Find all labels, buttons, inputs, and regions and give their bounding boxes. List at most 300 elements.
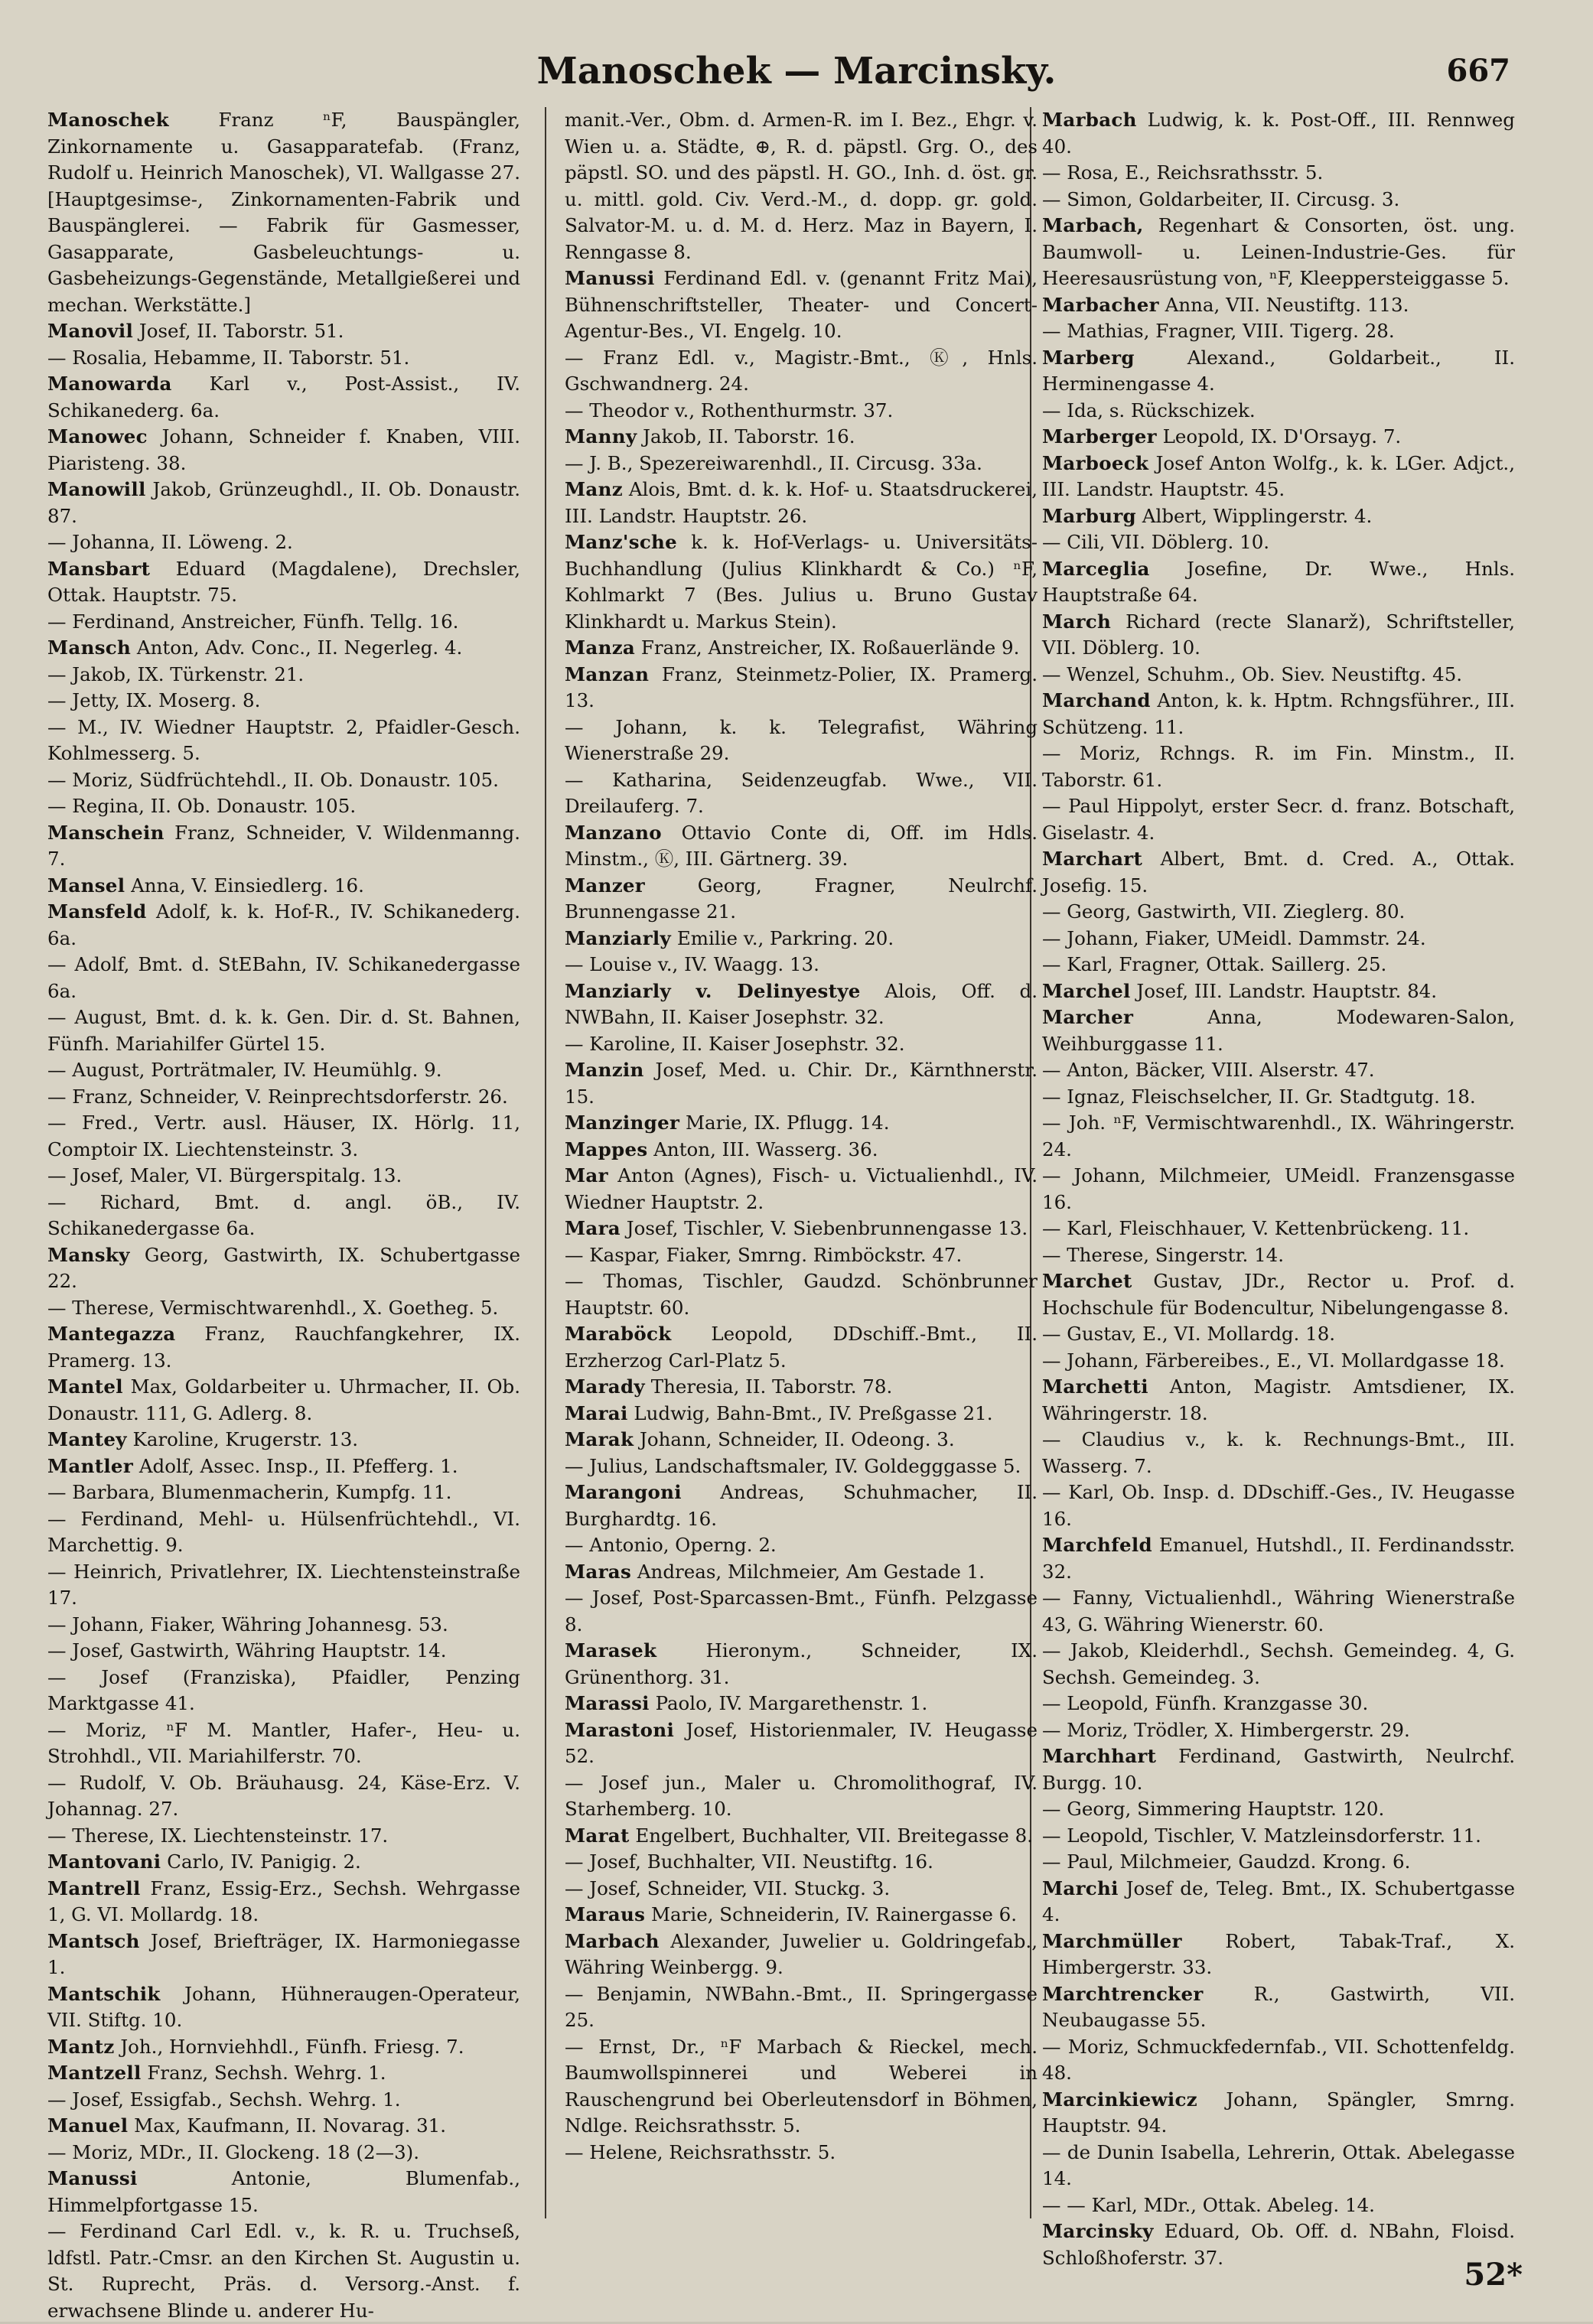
directory-entry	[1042, 213, 1515, 292]
entry-details: Josef, II. Taborstr. 51.	[133, 320, 344, 342]
directory-entry	[1042, 1216, 1515, 1242]
entry-details: Andreas, Milchmeier, Am Gestade 1.	[631, 1560, 985, 1583]
directory-entry	[1042, 107, 1515, 160]
entry-details: Regenhart & Consorten, öst. ung. Baumwoll- u. Leinen-Industrie-Ges. für Heeresausrüstung von, ⁿF, Kleeppersteiggasse 5.	[1042, 214, 1515, 289]
entry-surname: Marchmüller	[1042, 1929, 1182, 1952]
entry-details: Leopold, DDschiff.-Bmt., II. Erzherzog Carl-Platz 5.	[565, 1323, 1038, 1372]
column-1	[47, 107, 520, 2322]
entry-surname: Marbach	[565, 1929, 660, 1952]
entry-surname: Mantey	[47, 1428, 127, 1450]
entry-details: Franz, Rauchfangkehrer, IX. Pramerg. 13.	[47, 1323, 520, 1372]
directory-entry	[47, 688, 520, 714]
entry-details: Josef, Tischler, V. Siebenbrunnengasse 13.	[620, 1217, 1028, 1239]
directory-entry	[565, 1163, 1038, 1216]
directory-entry	[47, 635, 520, 662]
directory-entry	[565, 635, 1038, 662]
entry-details: — Johann, k. k. Telegrafist, Währing Wienerstraße 29.	[565, 715, 1038, 764]
entry-details: — Wenzel, Schuhm., Ob. Siev. Neustiftg. 45.	[1042, 662, 1463, 685]
entry-details: Georg, Gastwirth, IX. Schubertgasse 22.	[47, 1243, 520, 1292]
entry-details: k. k. Hof-Verlags- u. Universitäts-Buchhandlung (Julius Klinkhardt & Co.) ⁿF, Kohlmarkt 7 (Bes. Julius u. Bruno Gustav Klinkhardt u. Markus Stein).	[565, 531, 1038, 633]
entry-details: — Rosa, E., Reichsrathsstr. 5.	[1042, 161, 1324, 184]
entry-surname: Marbach,	[1042, 214, 1144, 236]
entry-details: Ferdinand, Gastwirth, Neulrchf. Burgg. 10.	[1042, 1745, 1515, 1794]
entry-details: — J. B., Spezereiwarenhdl., II. Circusg. 33a.	[565, 451, 982, 474]
directory-entry	[1042, 2087, 1515, 2140]
directory-entry	[1042, 292, 1515, 319]
entry-details: Johann, Hühneraugen-Operateur, VII. Stiftg. 10.	[47, 1982, 520, 2031]
entry-details: Anna, VII. Neustiftg. 113.	[1158, 293, 1409, 316]
page-header	[0, 44, 1593, 98]
page-number: 667	[1446, 53, 1510, 89]
directory-entry	[47, 820, 520, 873]
entry-details: — Ferdinand Carl Edl. v., k. R. u. Truchseß, ldfstl. Patr.-Cmsr. an den Kirchen St. Augustin u. St. Ruprecht, Präs. d. Versorg.-Anst. f. erwachsene Blinde u. anderer Hu-	[47, 2220, 520, 2322]
directory-entry	[1042, 529, 1515, 556]
directory-entry	[1042, 1691, 1515, 1717]
directory-entry	[47, 1295, 520, 1322]
directory-entry	[1042, 2218, 1515, 2271]
entry-surname: Manziarly v. Delinyestye	[565, 979, 861, 1002]
directory-entry	[565, 1902, 1038, 1929]
entry-details: — Therese, Singerstr. 14.	[1042, 1243, 1285, 1266]
entry-details: — Joh. ⁿF, Vermischtwarenhdl., IX. Währingerstr. 24.	[1042, 1112, 1515, 1160]
entry-details: — Josef, Buchhalter, VII. Neustiftg. 16.	[565, 1850, 933, 1873]
entry-details: Carlo, IV. Panigig. 2.	[161, 1850, 361, 1873]
directory-entry	[565, 1137, 1038, 1164]
entry-details: — August, Porträtmaler, IV. Heumühlg. 9.	[47, 1059, 442, 1081]
directory-entry	[47, 714, 520, 767]
directory-entry	[565, 1479, 1038, 1532]
entry-surname: Marassi	[565, 1692, 650, 1714]
entry-surname: Marai	[565, 1401, 628, 1424]
directory-entry	[1042, 1849, 1515, 1876]
entry-surname: Marcher	[1042, 1006, 1134, 1028]
entry-details: — Karoline, II. Kaiser Josephstr. 32.	[565, 1032, 905, 1055]
entry-details: Anton (Agnes), Fisch- u. Victualienhdl., IV. Wiedner Hauptstr. 2.	[565, 1164, 1038, 1213]
entry-surname: Marangoni	[565, 1481, 682, 1503]
directory-entry	[47, 1506, 520, 1559]
directory-entry	[47, 107, 520, 318]
entry-surname: Marchfeld	[1042, 1534, 1152, 1556]
entry-details: — Georg, Simmering Hauptstr. 120.	[1042, 1798, 1385, 1820]
entry-details: — de Dunin Isabella, Lehrerin, Ottak. Abelegasse 14.	[1042, 2140, 1515, 2189]
entry-details: Franz, Essig-Erz., Sechsh. Wehrgasse 1, G. VI. Mollardg. 18.	[47, 1876, 520, 1925]
entry-surname: Marboeck	[1042, 451, 1149, 474]
entry-details: Joh., Hornviehhdl., Fünfh. Friesg. 7.	[114, 2035, 464, 2058]
directory-entry	[565, 820, 1038, 873]
entry-details: Richard (recte Slanarž), Schriftsteller, VII. Döblerg. 10.	[1042, 610, 1515, 659]
directory-entry	[47, 2034, 520, 2061]
directory-entry	[1042, 556, 1515, 609]
entry-details: Ferdinand Edl. v. (genannt Fritz Mai), Bühnenschriftsteller, Theater- und Concert-Agentur-Bes., VI. Engelg. 10.	[565, 267, 1038, 342]
directory-entry	[47, 873, 520, 900]
directory-entry	[565, 1638, 1038, 1691]
entry-details: — Theodor v., Rothenthurmstr. 37.	[565, 399, 894, 422]
entry-details: — Johann, Milchmeier, UMeidl. Franzensgasse 16.	[1042, 1164, 1515, 1213]
entry-surname: Manziarly	[565, 926, 672, 949]
entry-surname: Marasek	[565, 1639, 657, 1662]
entry-surname: Marcinsky	[1042, 2220, 1154, 2242]
entry-details: Johann, Schneider f. Knaben, VIII. Piaristeng. 38.	[47, 425, 520, 474]
entry-surname: Marchand	[1042, 689, 1151, 711]
directory-entry	[1042, 1242, 1515, 1269]
entry-details: — Moriz, Schmuckfedernfab., VII. Schottenfeldg. 48.	[1042, 2035, 1515, 2084]
directory-entry	[47, 2087, 520, 2114]
entry-surname: Mara	[565, 1217, 621, 1239]
directory-entry	[1042, 451, 1515, 503]
directory-entry	[565, 1216, 1038, 1242]
directory-entry	[565, 1770, 1038, 1823]
entry-details: — Karl, Ob. Insp. d. DDschiff.-Ges., IV. Heugasse 16.	[1042, 1481, 1515, 1530]
directory-entry	[47, 1427, 520, 1453]
entry-surname: Manussi	[47, 2167, 138, 2189]
entry-details: Josef de, Teleg. Bmt., IX. Schubertgasse 4.	[1042, 1876, 1515, 1925]
entry-surname: Mappes	[565, 1138, 648, 1160]
entry-details: Karl v., Post-Assist., IV. Schikanederg. 6a.	[47, 373, 520, 422]
entry-surname: Marchetti	[1042, 1375, 1148, 1398]
directory-entry	[1042, 2192, 1515, 2219]
entry-surname: Mansbart	[47, 557, 151, 580]
entry-details: — Helene, Reichsrathsstr. 5.	[565, 2140, 836, 2163]
entry-surname: March	[1042, 610, 1112, 633]
entry-surname: Maraus	[565, 1903, 646, 1925]
directory-entry	[565, 265, 1038, 345]
entry-surname: Mantschik	[47, 1982, 161, 2005]
directory-entry	[565, 1691, 1038, 1717]
entry-details: Max, Kaufmann, II. Novarag. 31.	[128, 2114, 447, 2137]
directory-entry	[1042, 503, 1515, 530]
entry-surname: Mantler	[47, 1454, 134, 1477]
column-3	[1042, 107, 1515, 2269]
signature-mark: 52*	[1464, 2257, 1523, 2293]
entry-details: Franz, Sechsh. Wehrg. 1.	[141, 2062, 386, 2084]
entry-surname: Manz'sche	[565, 531, 678, 553]
directory-entry	[1042, 318, 1515, 345]
entry-surname: Maras	[565, 1560, 632, 1583]
entry-surname: Mansel	[47, 874, 125, 897]
directory-entry	[1042, 952, 1515, 978]
entry-details: — Regina, II. Ob. Donaustr. 105.	[47, 795, 357, 817]
entry-details: Albert, Wipplingerstr. 4.	[1136, 504, 1373, 527]
directory-entry	[1042, 1348, 1515, 1375]
directory-entry	[565, 1268, 1038, 1321]
directory-entry	[47, 1321, 520, 1374]
directory-entry	[47, 1823, 520, 1850]
entry-details: Leopold, IX. D'Orsayg. 7.	[1156, 425, 1402, 448]
entry-details: Antonie, Blumenfab., Himmelpfortgasse 15.	[47, 2167, 520, 2216]
entry-details: — Jakob, IX. Türkenstr. 21.	[47, 662, 305, 685]
entry-details: — Katharina, Seidenzeugfab. Wwe., VII. Dreilauferg. 7.	[565, 768, 1038, 817]
entry-details: Josef, Med. u. Chir. Dr., Kärnthnerstr. 15.	[565, 1059, 1038, 1108]
directory-entry	[47, 899, 520, 952]
directory-entry	[47, 1374, 520, 1427]
directory-entry	[47, 1110, 520, 1163]
directory-entry	[1042, 1427, 1515, 1479]
entry-details: — Julius, Landschaftsmaler, IV. Goldegggasse 5.	[565, 1454, 1021, 1477]
directory-entry	[1042, 398, 1515, 425]
entry-surname: Marchart	[1042, 848, 1143, 870]
entry-details: — Karl, Fragner, Ottak. Saillerg. 25.	[1042, 953, 1387, 975]
entry-surname: Marat	[565, 1824, 630, 1847]
entry-details: — Leopold, Tischler, V. Matzleinsdorferstr. 11.	[1042, 1824, 1481, 1847]
entry-details: Anton, Magistr. Amtsdiener, IX. Währingerstr. 18.	[1042, 1375, 1515, 1424]
directory-entry	[47, 1981, 520, 2034]
entry-details: — Heinrich, Privatlehrer, IX. Liechtensteinstraße 17.	[47, 1560, 520, 1609]
entry-surname: Marbach	[1042, 109, 1137, 131]
directory-entry	[565, 1532, 1038, 1559]
entry-details: — Benjamin, NWBahn.-Bmt., II. Springergasse 25.	[565, 1982, 1038, 2031]
entry-details: — Johann, Fiaker, Währing Johannesg. 53.	[47, 1613, 448, 1636]
directory-entry	[47, 424, 520, 477]
entry-details: — Franz, Schneider, V. Reinprechtsdorferstr. 26.	[47, 1085, 508, 1108]
directory-entry	[1042, 846, 1515, 899]
directory-entry	[1042, 1084, 1515, 1111]
entry-details: — — Karl, MDr., Ottak. Abeleg. 14.	[1042, 2193, 1375, 2216]
directory-entry	[47, 529, 520, 556]
directory-entry	[47, 1242, 520, 1295]
entry-details: — Johann, Färbereibes., E., VI. Mollardgasse 18.	[1042, 1349, 1505, 1372]
entry-surname: Manschein	[47, 821, 165, 844]
entry-details: Max, Goldarbeiter u. Uhrmacher, II. Ob. Donaustr. 111, G. Adlerg. 8.	[47, 1375, 520, 1424]
directory-entry	[47, 1929, 520, 1981]
column-rule	[545, 107, 546, 2218]
entry-surname: Manzinger	[565, 1112, 680, 1134]
directory-entry	[47, 1453, 520, 1480]
entry-details: — Fanny, Victualienhdl., Währing Wienerstraße 43, G. Währing Wienerstr. 60.	[1042, 1587, 1515, 1636]
directory-entry	[47, 1084, 520, 1111]
entry-details: Engelbert, Buchhalter, VII. Breitegasse 8.	[629, 1824, 1033, 1847]
entry-details: — Moriz, MDr., II. Glockeng. 18 (2—3).	[47, 2140, 420, 2163]
entry-details: — Ferdinand, Anstreicher, Fünfh. Tellg. 16.	[47, 610, 459, 633]
entry-details: — Josef jun., Maler u. Chromolithograf, IV. Starhemberg. 10.	[565, 1771, 1038, 1820]
entry-surname: Marchi	[1042, 1876, 1119, 1899]
entry-details: Alois, Bmt. d. k. k. Hof- u. Staatsdruckerei, III. Landstr. Hauptstr. 26.	[565, 478, 1038, 527]
directory-entry	[47, 2140, 520, 2166]
directory-entry	[1042, 160, 1515, 187]
directory-entry	[1042, 187, 1515, 213]
entry-details: Ludwig, Bahn-Bmt., IV. Preßgasse 21.	[627, 1401, 993, 1424]
entry-details: — Josef (Franziska), Pfaidler, Penzing Marktgasse 41.	[47, 1665, 520, 1714]
directory-entry	[1042, 1268, 1515, 1321]
entry-surname: Mantsch	[47, 1929, 140, 1952]
directory-entry	[47, 345, 520, 372]
directory-entry	[1042, 662, 1515, 688]
directory-entry	[565, 1585, 1038, 1638]
entry-details: Georg, Fragner, Neulrchf. Brunnengasse 21.	[565, 874, 1038, 923]
entry-details: — Josef, Post-Sparcassen-Bmt., Fünfh. Pelzgasse 8.	[565, 1587, 1038, 1636]
directory-entry	[47, 1004, 520, 1057]
directory-entry	[565, 451, 1038, 477]
directory-entry	[565, 1717, 1038, 1770]
directory-entry	[47, 793, 520, 820]
directory-entry	[565, 1427, 1038, 1453]
entry-surname: Manny	[565, 425, 637, 448]
directory-entry	[1042, 1110, 1515, 1163]
entry-details: Ottavio Conte di, Off. im Hdls. Minstm., Ⓚ, III. Gärtnerg. 39.	[565, 821, 1038, 870]
entry-surname: Manussi	[565, 267, 655, 289]
entry-details: Adolf, Assec. Insp., II. Pfefferg. 1.	[133, 1454, 458, 1477]
directory-entry	[47, 1638, 520, 1665]
entry-details: — M., IV. Wiedner Hauptstr. 2, Pfaidler-Gesch. Kohlmesserg. 5.	[47, 715, 520, 764]
entry-surname: Manzan	[565, 662, 650, 685]
entry-details: — Johanna, II. Löweng. 2.	[47, 531, 293, 553]
directory-entry	[1042, 1743, 1515, 1796]
directory-entry	[1042, 1876, 1515, 1929]
entry-details: — Mathias, Fragner, VIII. Tigerg. 28.	[1042, 320, 1395, 342]
entry-surname: Manzer	[565, 874, 646, 897]
entry-details: — Josef, Essigfab., Sechsh. Wehrg. 1.	[47, 2088, 401, 2111]
entry-surname: Mantz	[47, 2035, 115, 2058]
directory-entry	[1042, 978, 1515, 1005]
directory-entry	[1042, 1163, 1515, 1216]
entry-details: — August, Bmt. d. k. k. Gen. Dir. d. St. Bahnen, Fünfh. Mariahilfer Gürtel 15.	[47, 1006, 520, 1055]
directory-entry	[47, 318, 520, 345]
directory-entry	[47, 1057, 520, 1084]
running-head: Manoschek — Marcinsky.	[536, 50, 1057, 93]
entry-details: — Paul Hippolyt, erster Secr. d. franz. Botschaft, Giselastr. 4.	[1042, 795, 1515, 844]
directory-entry	[1042, 1585, 1515, 1638]
entry-surname: Manuel	[47, 2114, 129, 2137]
entry-details: — Ida, s. Rückschizek.	[1042, 399, 1256, 422]
directory-entry	[565, 978, 1038, 1031]
entry-details: — Franz Edl. v., Magistr.-Bmt., Ⓚ, Hnls. Gschwandnerg. 24.	[565, 346, 1038, 395]
entry-surname: Marak	[565, 1428, 634, 1450]
directory-entry	[1042, 1057, 1515, 1084]
entry-details: — Barbara, Blumenmacherin, Kumpfg. 11.	[47, 1481, 452, 1503]
entry-details: Franz, Steinmetz-Polier, IX. Pramerg. 13.	[565, 662, 1038, 711]
directory-entry	[47, 1612, 520, 1639]
directory-entry	[565, 424, 1038, 451]
entry-details: Theresia, II. Taborstr. 78.	[644, 1375, 893, 1398]
entry-surname: Marastoni	[565, 1718, 675, 1741]
directory-entry	[565, 714, 1038, 767]
directory-entry	[47, 609, 520, 636]
entry-details: — Richard, Bmt. d. angl. öB., IV. Schikanedergasse 6a.	[47, 1190, 520, 1239]
entry-details: Josef Anton Wolfg., k. k. LGer. Adjct., III. Landstr. Hauptstr. 45.	[1042, 451, 1515, 500]
directory-entry	[565, 1981, 1038, 2034]
entry-surname: Manzano	[565, 821, 662, 844]
entry-details: Josef, Briefträger, IX. Harmoniegasse 1.	[47, 1929, 520, 1978]
directory-entry	[565, 873, 1038, 926]
entry-details: Josef, Historienmaler, IV. Heugasse 52.	[565, 1718, 1038, 1767]
entry-details: — Moriz, Trödler, X. Himbergerstr. 29.	[1042, 1718, 1410, 1741]
directory-entry	[565, 2034, 1038, 2140]
directory-entry	[1042, 1532, 1515, 1585]
entry-details: — Antonio, Operng. 2.	[565, 1534, 777, 1556]
directory-entry	[565, 1242, 1038, 1269]
directory-entry	[47, 1770, 520, 1823]
entry-details: — Moriz, Südfrüchtehdl., II. Ob. Donaustr. 105.	[47, 768, 499, 791]
directory-entry	[47, 2218, 520, 2324]
entry-surname: Marchtrencker	[1042, 1982, 1204, 2005]
entry-details: — Moriz, ⁿF M. Mantler, Hafer-, Heu- u. Strohhdl., VII. Mariahilferstr. 70.	[47, 1718, 520, 1767]
entry-surname: Manowill	[47, 478, 146, 500]
entry-details: Anton, k. k. Hptm. Rchngsführer., III. Schützeng. 11.	[1042, 689, 1515, 738]
entry-details: Ludwig, k. k. Post-Off., III. Rennweg 40.	[1042, 109, 1515, 158]
directory-entry	[47, 767, 520, 794]
entry-details: Alexand., Goldarbeit., II. Herminengasse 4.	[1042, 346, 1515, 395]
entry-surname: Manowec	[47, 425, 148, 448]
directory-entry	[47, 1559, 520, 1612]
directory-entry	[1042, 1638, 1515, 1691]
entry-details: — Josef, Gastwirth, Währing Hauptstr. 14.	[47, 1639, 447, 1662]
entry-details: Eduard (Magdalene), Drechsler, Ottak. Hauptstr. 75.	[47, 557, 520, 606]
directory-entry	[565, 1823, 1038, 1850]
directory-entry	[1042, 1321, 1515, 1348]
entry-details: Adolf, k. k. Hof-R., IV. Schikanederg. 6a.	[47, 900, 520, 949]
directory-entry	[1042, 926, 1515, 952]
entry-details: Emilie v., Parkring. 20.	[671, 926, 894, 949]
entry-details: Andreas, Schuhmacher, II. Burghardtg. 16.	[565, 1481, 1038, 1530]
entry-details: — Rudolf, V. Ob. Bräuhausg. 24, Käse-Erz. V. Johannag. 27.	[47, 1771, 520, 1820]
directory-entry	[47, 556, 520, 609]
entry-details: R., Gastwirth, VII. Neubaugasse 55.	[1042, 1982, 1515, 2031]
entry-details: — Ernst, Dr., ⁿF Marbach & Rieckel, mech. Baumwollspinnerei und Weberei in Rauschengrund bei Oberleutensdorf in Böhmen, Ndlge. Reichsrathsstr. 5.	[565, 2035, 1038, 2137]
directory-entry	[47, 1717, 520, 1770]
entry-surname: Marberger	[1042, 425, 1157, 448]
entry-details: Eduard, Ob. Off. d. NBahn, Floisd. Schloßhoferstr. 37.	[1042, 2220, 1515, 2269]
directory-entry	[565, 767, 1038, 820]
directory-entry	[565, 1374, 1038, 1401]
entry-surname: Mantzell	[47, 2062, 142, 2084]
directory-entry	[1042, 1004, 1515, 1057]
directory-entry	[1042, 1823, 1515, 1850]
entry-details: Josefine, Dr. Wwe., Hnls. Hauptstraße 64.	[1042, 557, 1515, 606]
entry-details: Anna, V. Einsiedlerg. 16.	[125, 874, 364, 897]
entry-surname: Mar	[565, 1164, 608, 1186]
directory-entry	[1042, 899, 1515, 926]
entry-surname: Mantrell	[47, 1876, 141, 1899]
directory-entry	[565, 1321, 1038, 1374]
entry-details: — Johann, Fiaker, UMeidl. Dammstr. 24.	[1042, 926, 1426, 949]
entry-details: Franz ⁿF, Bauspängler, Zinkornamente u. Gasapparatefab. (Franz, Rudolf u. Heinrich Manoschek), VI. Wallgasse 27. [Hauptgesimse-, Zinkornamenten-Fabrik und Bauspänglerei. — Fabrik für Gasmesser, Gasapparate, Gasbeleuchtungs- u. Gasbeheizungs-Gegenstände, Metallgießerei und mechan. Werkstätte.]	[47, 109, 520, 316]
directory-entry	[47, 1479, 520, 1506]
entry-surname: Marbacher	[1042, 293, 1159, 316]
column-2	[565, 107, 1038, 2241]
entry-surname: Marcinkiewicz	[1042, 2088, 1197, 2111]
directory-entry	[565, 1110, 1038, 1137]
directory-entry	[565, 477, 1038, 529]
directory-entry	[1042, 1929, 1515, 1981]
entry-surname: Marceglia	[1042, 557, 1150, 580]
directory-entry	[47, 477, 520, 529]
entry-details: — Rosalia, Hebamme, II. Taborstr. 51.	[47, 346, 410, 369]
directory-entry	[1042, 424, 1515, 451]
directory-entry	[1042, 688, 1515, 740]
entry-details: — Karl, Fleischhauer, V. Kettenbrückeng. 11.	[1042, 1217, 1470, 1239]
entry-details: — Thomas, Tischler, Gaudzd. Schönbrunner Hauptstr. 60.	[565, 1270, 1038, 1319]
entry-details: — Fred., Vertr. ausl. Häuser, IX. Hörlg. 11, Comptoir IX. Liechtensteinstr. 3.	[47, 1112, 520, 1160]
directory-entry	[1042, 345, 1515, 398]
entry-details: Josef, III. Landstr. Hauptstr. 84.	[1130, 979, 1438, 1002]
directory-entry	[565, 345, 1038, 398]
entry-surname: Manz	[565, 478, 623, 500]
directory-entry	[565, 1849, 1038, 1876]
directory-entry	[1042, 1374, 1515, 1427]
entry-details: — Leopold, Fünfh. Kranzgasse 30.	[1042, 1692, 1369, 1714]
directory-entry	[1042, 1981, 1515, 2034]
directory-entry	[1042, 2140, 1515, 2192]
directory-entry	[47, 1849, 520, 1876]
directory-entry	[47, 1665, 520, 1717]
directory-entry	[565, 2140, 1038, 2166]
entry-details: — Moriz, Rchngs. R. im Fin. Minstm., II. Taborstr. 61.	[1042, 742, 1515, 791]
entry-details: — Therese, IX. Liechtensteinstr. 17.	[47, 1824, 389, 1847]
directory-entry	[1042, 793, 1515, 846]
directory-entry	[565, 1057, 1038, 1110]
entry-surname: Maraböck	[565, 1323, 672, 1345]
entry-surname: Mansfeld	[47, 900, 147, 923]
entry-surname: Marberg	[1042, 346, 1135, 369]
